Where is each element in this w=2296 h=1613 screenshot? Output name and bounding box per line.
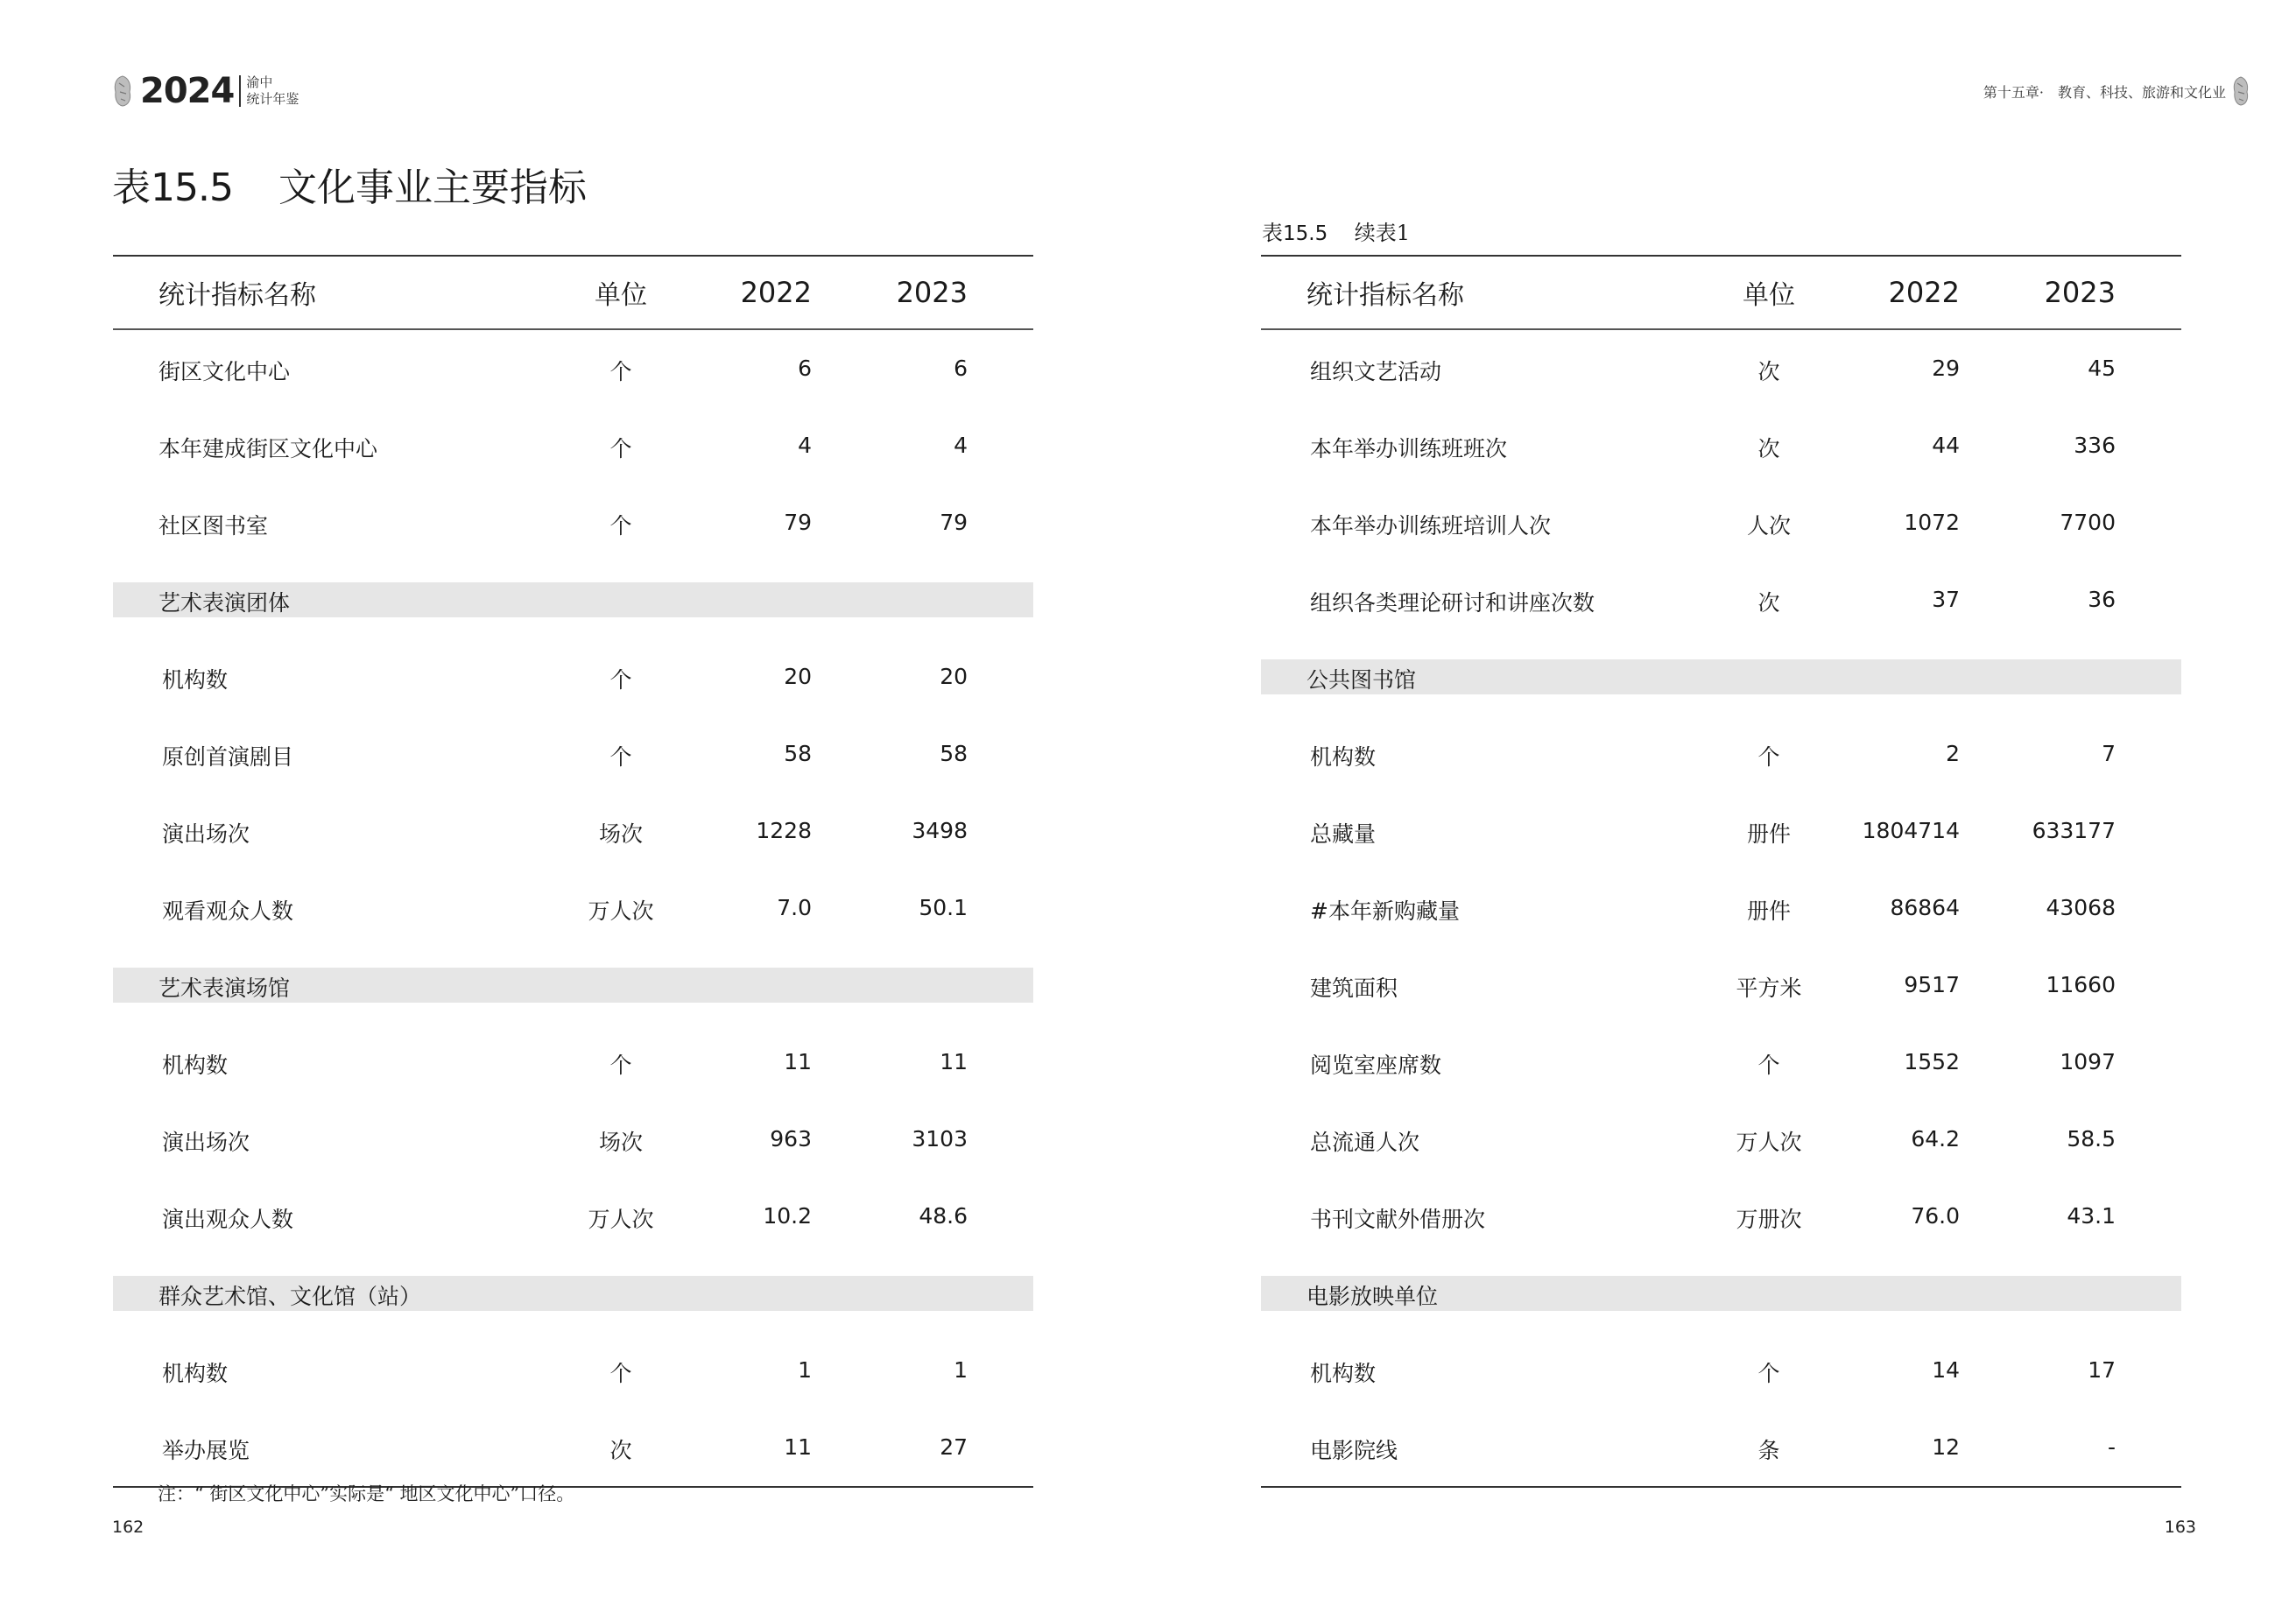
indicator-name: #本年新购藏量 (1310, 898, 1460, 924)
value-2023: 7 (2102, 741, 2116, 766)
indicator-name: 机构数 (162, 666, 229, 693)
indicator-unit: 次 (1757, 589, 1780, 616)
value-2023: 58.5 (2067, 1126, 2116, 1152)
indicator-name: 机构数 (162, 1360, 229, 1386)
indicator-name: 演出观众人数 (162, 1206, 294, 1232)
table-row (1261, 1024, 2181, 1101)
value-2023: - (2107, 1434, 2116, 1460)
page-number: 162 (112, 1518, 144, 1537)
indicator-name: 总藏量 (1310, 821, 1377, 847)
indicator-unit: 平方米 (1736, 975, 1802, 1001)
table-title-prefix: 表 (1262, 221, 1283, 245)
value-2022: 1 (798, 1357, 812, 1383)
value-2023: 11 (940, 1049, 968, 1074)
value-2023: 79 (940, 510, 968, 535)
table-row (113, 715, 1033, 792)
indicator-name: 原创首演剧目 (162, 743, 294, 770)
value-2023: 58 (940, 741, 968, 766)
indicator-name: 机构数 (1310, 1360, 1377, 1386)
table-row (113, 1178, 1033, 1255)
indicator-name: 阅览室座席数 (1310, 1052, 1442, 1078)
indicator-unit: 万人次 (588, 898, 654, 924)
indicator-unit: 次 (1757, 435, 1780, 461)
table-row (113, 1024, 1033, 1101)
value-2023: 45 (2088, 356, 2116, 381)
indicator-unit: 个 (1757, 1360, 1780, 1386)
table-row (1261, 1409, 2181, 1486)
table-title-text: 文化事业主要指标 (278, 166, 587, 210)
col-header-2022: 2022 (740, 276, 812, 309)
value-2022: 2 (1946, 741, 1960, 766)
table-row (1261, 792, 2181, 870)
indicator-name: 举办展览 (162, 1437, 250, 1463)
value-2023: 36 (2088, 587, 2116, 612)
yearbook-name (246, 74, 299, 108)
indicator-name: 机构数 (162, 1052, 229, 1078)
value-2022: 20 (784, 664, 812, 689)
indicator-unit: 个 (609, 358, 632, 384)
value-2023: 6 (954, 356, 968, 381)
value-2022: 10.2 (763, 1203, 812, 1229)
page-number: 163 (2164, 1518, 2196, 1537)
chapter-header (1983, 75, 2250, 107)
col-header-2023: 2023 (2044, 276, 2116, 309)
table-bottom-rule (1261, 1486, 2181, 1488)
table-row (1261, 330, 2181, 407)
value-2023: 3498 (912, 818, 968, 843)
table-title-number: 15.5 (1283, 222, 1328, 245)
yearbook-logo (112, 68, 299, 114)
table-row (113, 484, 1033, 561)
indicator-unit: 次 (1757, 358, 1780, 384)
value-2022: 11 (784, 1049, 812, 1074)
indicator-name: 本年举办训练班班次 (1310, 435, 1508, 461)
section-label: 艺术表演场馆 (158, 975, 291, 1001)
table-body (1261, 330, 2181, 1486)
indicator-unit: 个 (609, 666, 632, 693)
indicator-unit: 万册次 (1736, 1206, 1802, 1232)
value-2023: 336 (2074, 433, 2116, 458)
indicator-unit: 场次 (598, 821, 643, 847)
value-2022: 11 (784, 1434, 812, 1460)
indicator-unit: 万人次 (1736, 1129, 1802, 1155)
section-label: 公共图书馆 (1306, 666, 1417, 693)
value-2023: 43068 (2046, 895, 2116, 920)
value-2022: 7.0 (777, 895, 812, 920)
value-2023: 17 (2088, 1357, 2116, 1383)
indicator-table-right (1261, 255, 2181, 1488)
table-row (113, 1332, 1033, 1409)
indicator-name: 机构数 (1310, 743, 1377, 770)
indicator-unit: 册件 (1746, 821, 1791, 847)
table-row (113, 792, 1033, 870)
value-2022: 6 (798, 356, 812, 381)
section-row (1261, 1276, 2181, 1311)
indicator-unit: 册件 (1746, 898, 1791, 924)
col-header-unit: 单位 (1743, 280, 1795, 311)
value-2022: 64.2 (1911, 1126, 1960, 1152)
value-2022: 76.0 (1911, 1203, 1960, 1229)
value-2022: 44 (1932, 433, 1960, 458)
value-2023: 4 (954, 433, 968, 458)
table-row (1261, 1101, 2181, 1178)
section-label: 群众艺术馆、文化馆（站） (158, 1283, 422, 1309)
table-body (113, 330, 1033, 1486)
indicator-unit: 次 (609, 1437, 632, 1463)
table-title-prefix: 表 (112, 166, 151, 210)
chapter-title: 第十五章· 教育、科技、旅游和文化业 (1983, 83, 2226, 101)
section-label: 艺术表演团体 (158, 589, 291, 616)
logo-divider (239, 75, 241, 107)
value-2022: 4 (798, 433, 812, 458)
value-2023: 43.1 (2067, 1203, 2116, 1229)
table-row (1261, 1332, 2181, 1409)
value-2023: 1 (954, 1357, 968, 1383)
value-2022: 1552 (1904, 1049, 1960, 1074)
section-row (113, 1276, 1033, 1311)
table-header (1261, 257, 2181, 328)
value-2023: 633177 (2032, 818, 2116, 843)
indicator-unit: 人次 (1746, 512, 1791, 539)
indicator-name: 演出场次 (162, 1129, 250, 1155)
value-2022: 963 (770, 1126, 812, 1152)
table-row (113, 1409, 1033, 1486)
value-2023: 48.6 (919, 1203, 968, 1229)
value-2022: 9517 (1904, 972, 1960, 997)
value-2022: 1072 (1904, 510, 1960, 535)
table-row (113, 407, 1033, 484)
value-2022: 58 (784, 741, 812, 766)
value-2022: 1228 (756, 818, 812, 843)
value-2023: 27 (940, 1434, 968, 1460)
value-2022: 14 (1932, 1357, 1960, 1383)
table-row (113, 638, 1033, 715)
indicator-unit: 个 (609, 1360, 632, 1386)
col-header-2023: 2023 (896, 276, 968, 309)
value-2022: 79 (784, 510, 812, 535)
indicator-unit: 万人次 (588, 1206, 654, 1232)
value-2022: 12 (1932, 1434, 1960, 1460)
right-page (1148, 0, 2296, 1613)
indicator-name: 组织各类理论研讨和讲座次数 (1310, 589, 1595, 616)
indicator-unit: 个 (609, 743, 632, 770)
table-row (1261, 870, 2181, 947)
table-row (113, 330, 1033, 407)
table-row (1261, 407, 2181, 484)
table-row (113, 1101, 1033, 1178)
value-2022: 86864 (1890, 895, 1960, 920)
indicator-name: 本年举办训练班培训人次 (1310, 512, 1552, 539)
col-header-name: 统计指标名称 (158, 280, 316, 311)
indicator-table-left (113, 255, 1033, 1488)
indicator-name: 建筑面积 (1310, 975, 1398, 1001)
value-2023: 1097 (2060, 1049, 2116, 1074)
section-row (1261, 659, 2181, 694)
table-row (1261, 947, 2181, 1024)
yearbook-name-line1: 渝中 (246, 74, 273, 90)
indicator-unit: 个 (609, 435, 632, 461)
table-title-number: 15.5 (151, 166, 233, 210)
indicator-name: 街区文化中心 (158, 358, 291, 384)
indicator-unit: 条 (1757, 1437, 1780, 1463)
yearbook-year: 2024 (140, 71, 235, 111)
indicator-unit: 个 (609, 512, 632, 539)
table-title (112, 156, 587, 212)
table-row (1261, 484, 2181, 561)
stone-icon (2231, 75, 2250, 107)
col-header-name: 统计指标名称 (1306, 280, 1464, 311)
indicator-name: 观看观众人数 (162, 898, 294, 924)
value-2023: 3103 (912, 1126, 968, 1152)
value-2022: 37 (1932, 587, 1960, 612)
indicator-name: 电影院线 (1310, 1437, 1398, 1463)
continued-table-title (1262, 215, 1410, 246)
section-row (113, 968, 1033, 1003)
indicator-unit: 个 (1757, 743, 1780, 770)
indicator-name: 本年建成街区文化中心 (158, 435, 378, 461)
section-row (113, 582, 1033, 617)
col-header-unit: 单位 (595, 280, 647, 311)
col-header-2022: 2022 (1888, 276, 1960, 309)
value-2022: 29 (1932, 356, 1960, 381)
indicator-name: 演出场次 (162, 821, 250, 847)
table-row (1261, 1178, 2181, 1255)
section-label: 电影放映单位 (1306, 1283, 1439, 1309)
value-2023: 50.1 (919, 895, 968, 920)
indicator-name: 组织文艺活动 (1310, 358, 1442, 384)
value-2023: 11660 (2046, 972, 2116, 997)
yearbook-name-line2: 统计年鉴 (246, 91, 299, 107)
table-row (1261, 715, 2181, 792)
indicator-name: 书刊文献外借册次 (1310, 1206, 1486, 1232)
indicator-unit: 场次 (598, 1129, 643, 1155)
indicator-unit: 个 (609, 1052, 632, 1078)
table-note: 注：“ 街区文化中心”实际是“ 地区文化中心”口径。 (158, 1483, 575, 1504)
indicator-name: 社区图书室 (158, 512, 269, 539)
table-row (113, 870, 1033, 947)
value-2023: 7700 (2060, 510, 2116, 535)
table-row (1261, 561, 2181, 638)
indicator-unit: 个 (1757, 1052, 1780, 1078)
table-header (113, 257, 1033, 328)
table-title-text: 续表1 (1354, 221, 1411, 245)
value-2023: 20 (940, 664, 968, 689)
stone-icon (112, 74, 133, 108)
value-2022: 1804714 (1862, 818, 1960, 843)
indicator-name: 总流通人次 (1310, 1129, 1420, 1155)
